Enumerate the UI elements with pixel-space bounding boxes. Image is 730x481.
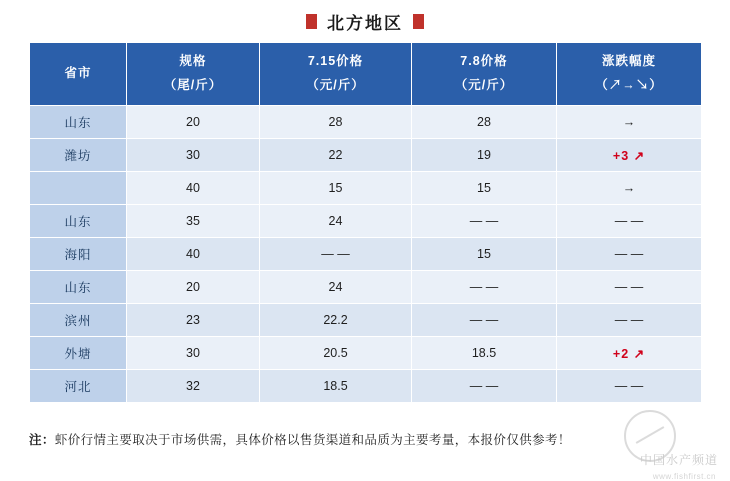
price-78-cell: — — xyxy=(412,304,557,337)
group-spacer-cell xyxy=(30,172,127,205)
column-header-change-main: 涨跌幅度 xyxy=(601,54,656,69)
spec-cell: 40 xyxy=(127,238,260,271)
spec-cell: 20 xyxy=(127,106,260,139)
spec-cell: 23 xyxy=(127,304,260,337)
province-cell: 山东 xyxy=(30,271,127,304)
spec-cell: 40 xyxy=(127,172,260,205)
price-715-cell: 22 xyxy=(260,139,412,172)
footnote xyxy=(29,432,709,450)
price-715-cell: 24 xyxy=(260,205,412,238)
spec-cell: 30 xyxy=(127,139,260,172)
page-title xyxy=(0,0,730,42)
change-cell: — — xyxy=(557,304,702,337)
price-78-cell: 15 xyxy=(412,238,557,271)
province-cell: 山东 xyxy=(30,205,127,238)
city-cell: 潍坊 xyxy=(30,139,127,172)
column-header-province-main: 省市 xyxy=(64,66,92,81)
price-78-cell: 19 xyxy=(412,139,557,172)
change-cell: +2 ↗ xyxy=(557,337,702,370)
table-row xyxy=(30,106,702,139)
column-header-price-715 xyxy=(260,43,412,106)
price-715-cell: 22.2 xyxy=(260,304,412,337)
column-header-province xyxy=(30,43,127,106)
table-row xyxy=(30,205,702,238)
change-cell: — — xyxy=(557,370,702,403)
price-715-cell: 15 xyxy=(260,172,412,205)
spec-cell: 32 xyxy=(127,370,260,403)
price-78-cell: 28 xyxy=(412,106,557,139)
column-header-price-78-sub: （元/斤） xyxy=(454,78,514,92)
column-header-change xyxy=(557,43,702,106)
table-header-row xyxy=(30,43,702,106)
price-table-wrap xyxy=(29,42,701,403)
city-cell: 海阳 xyxy=(30,238,127,271)
price-78-cell: — — xyxy=(412,370,557,403)
footnote-text: 虾价行情主要取决于市场供需，具体价格以售货渠道和品质为主要考量，本报价仅供参考！ xyxy=(54,433,571,447)
column-header-price-715-main: 7.15价格 xyxy=(307,54,364,69)
price-table xyxy=(29,42,702,403)
table-body xyxy=(30,106,702,403)
spec-cell: 20 xyxy=(127,271,260,304)
table-row xyxy=(30,337,702,370)
price-78-cell: 15 xyxy=(412,172,557,205)
table-header xyxy=(30,43,702,106)
price-715-cell: 28 xyxy=(260,106,412,139)
column-header-change-sub: （↗→↘） xyxy=(595,78,663,92)
price-715-cell: 20.5 xyxy=(260,337,412,370)
watermark-subtext: www.fishfirst.cn xyxy=(652,472,716,481)
table-row xyxy=(30,238,702,271)
watermark-text: 中国水产频道 xyxy=(639,453,718,467)
table-row xyxy=(30,304,702,337)
column-header-price-78 xyxy=(412,43,557,106)
page-title-text: 北方地区 xyxy=(327,14,403,33)
table-row xyxy=(30,139,702,172)
column-header-spec-main: 规格 xyxy=(179,54,207,69)
spec-cell: 35 xyxy=(127,205,260,238)
column-header-price-78-main: 7.8价格 xyxy=(460,54,508,69)
province-cell: 河北 xyxy=(30,370,127,403)
column-header-spec-sub: （尾/斤） xyxy=(163,78,223,92)
price-78-cell: 18.5 xyxy=(412,337,557,370)
price-715-cell: 24 xyxy=(260,271,412,304)
title-mark-right-icon xyxy=(413,14,424,29)
footnote-label: 注： xyxy=(29,433,55,447)
table-row xyxy=(30,271,702,304)
price-715-cell: 18.5 xyxy=(260,370,412,403)
price-715-cell: — — xyxy=(260,238,412,271)
province-cell: 外塘 xyxy=(30,337,127,370)
title-mark-left-icon xyxy=(306,14,317,29)
price-78-cell: — — xyxy=(412,271,557,304)
province-cell: 山东 xyxy=(30,106,127,139)
price-78-cell: — — xyxy=(412,205,557,238)
change-cell: — — xyxy=(557,238,702,271)
change-cell: — — xyxy=(557,271,702,304)
change-cell: → xyxy=(557,106,702,139)
column-header-price-715-sub: （元/斤） xyxy=(306,78,365,92)
spec-cell: 30 xyxy=(127,337,260,370)
table-row xyxy=(30,370,702,403)
change-cell: — — xyxy=(557,205,702,238)
table-row xyxy=(30,172,702,205)
city-cell: 滨州 xyxy=(30,304,127,337)
change-cell: → xyxy=(557,172,702,205)
column-header-spec xyxy=(127,43,260,106)
change-cell: +3 ↗ xyxy=(557,139,702,172)
